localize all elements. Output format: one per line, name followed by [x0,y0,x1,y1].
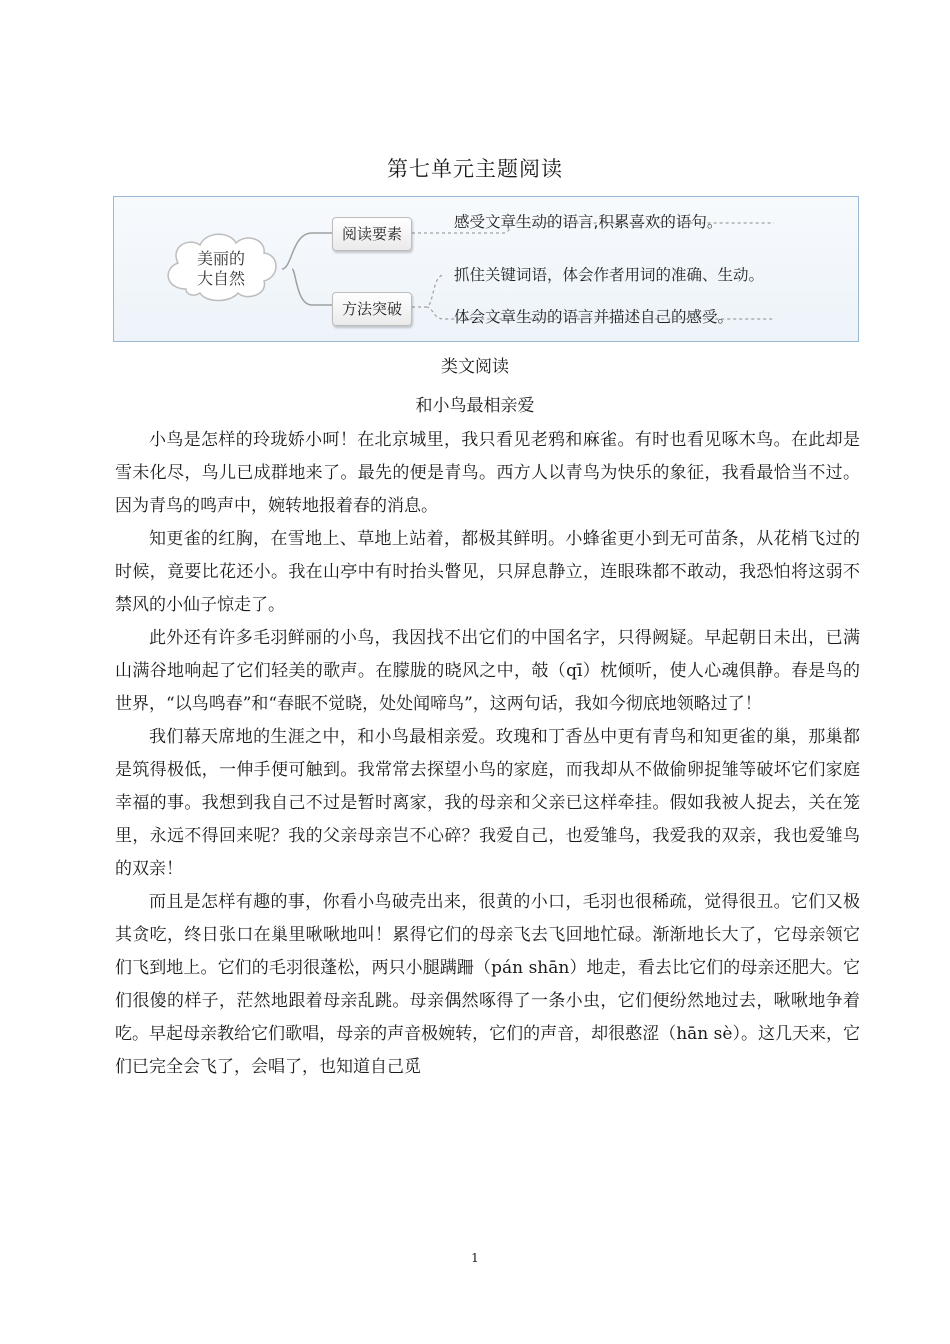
root-line: 大自然 [196,269,245,288]
root-line: 美丽的 [196,249,245,268]
root-node [168,249,274,289]
paragraph: 而且是怎样有趣的事，你看小鸟破壳出来，很黄的小口，毛羽也很稀疏，觉得很丑。它们又极其贪吃，终日张口在巢里啾啾地叫！累得它们的母亲飞去飞回地忙碌。渐渐地长大了，它母亲领它们飞到地上。它们的毛羽很蓬松，两只小腿蹒跚（pán shān）地走，看去比它们的母亲还肥大。它们很傻的样子，茫然地跟着母亲乱跳。母亲偶然啄得了一条小虫，它们便纷然地过去，啾啾地争着吃。早起母亲教给它们歌唱，母亲的声音极婉转，它们的声音，却很憨涩（hān sè）。这几天来，它们已完全会飞了，会唱了，也知道自己觅 [115,892,860,1077]
paragraph: 知更雀的红胸，在雪地上、草地上站着，都极其鲜明。小蜂雀更小到无可苗条，从花梢飞过的时候，竟要比花还小。我在山亭中有时抬头瞥见，只屏息静立，连眼珠都不敢动，我恐怕将这弱不禁风的小仙子惊走了。 [115,529,860,615]
article-body [115,424,860,1084]
paragraph: 此外还有许多毛羽鲜丽的小鸟，我因找不出它们的中国名字，只得阙疑。早起朝日未出，已满山满谷地响起了它们轻美的歌声。在朦胧的晓风之中，攲（qī）枕倾听，使人心魂俱静。春是鸟的世界，“以鸟鸣春”和“春眠不觉晓，处处闻啼鸟”，这两句话，我如今彻底地领略过了！ [115,628,860,714]
branch-node-reading: 阅读要素 [332,217,412,251]
section-title: 类文阅读 [441,357,509,377]
page-number: 1 [471,1251,479,1265]
leaf-method-1: 抓住关键词语，体会作者用词的准确、生动。 [454,266,765,284]
leaf-method-2: 体会文章生动的语言并描述自己的感受。 [454,308,734,326]
page-title: 第七单元主题阅读 [387,157,563,181]
leaf-reading-1: 感受文章生动的语言,积累喜欢的语句。 [454,213,723,231]
paragraph: 我们幕天席地的生涯之中，和小鸟最相亲爱。玫瑰和丁香丛中更有青鸟和知更雀的巢，那巢都是筑得极低，一伸手便可触到。我常常去探望小鸟的家庭，而我却从不做偷卵捉雏等破坏它们家庭幸福的事。我想到我自己不过是暂时离家，我的母亲和父亲已这样牵挂。假如我被人捉去，关在笼里，永远不得回来呢？我的父亲母亲岂不心碎？我爱自己，也爱雏鸟，我爱我的双亲，我也爱雏鸟的双亲！ [115,727,860,879]
bracket-line [282,233,332,305]
branch-node-method: 方法突破 [332,292,412,326]
concept-map [113,196,859,342]
paragraph: 小鸟是怎样的玲珑娇小呵！在北京城里，我只看见老鸦和麻雀。有时也看见啄木鸟。在此却是雪未化尽，鸟儿已成群地来了。最先的便是青鸟。西方人以青鸟为快乐的象征，我看最恰当不过。因为青鸟的鸣声中，婉转地报着春的消息。 [115,430,860,516]
article-title: 和小鸟最相亲爱 [415,396,535,416]
